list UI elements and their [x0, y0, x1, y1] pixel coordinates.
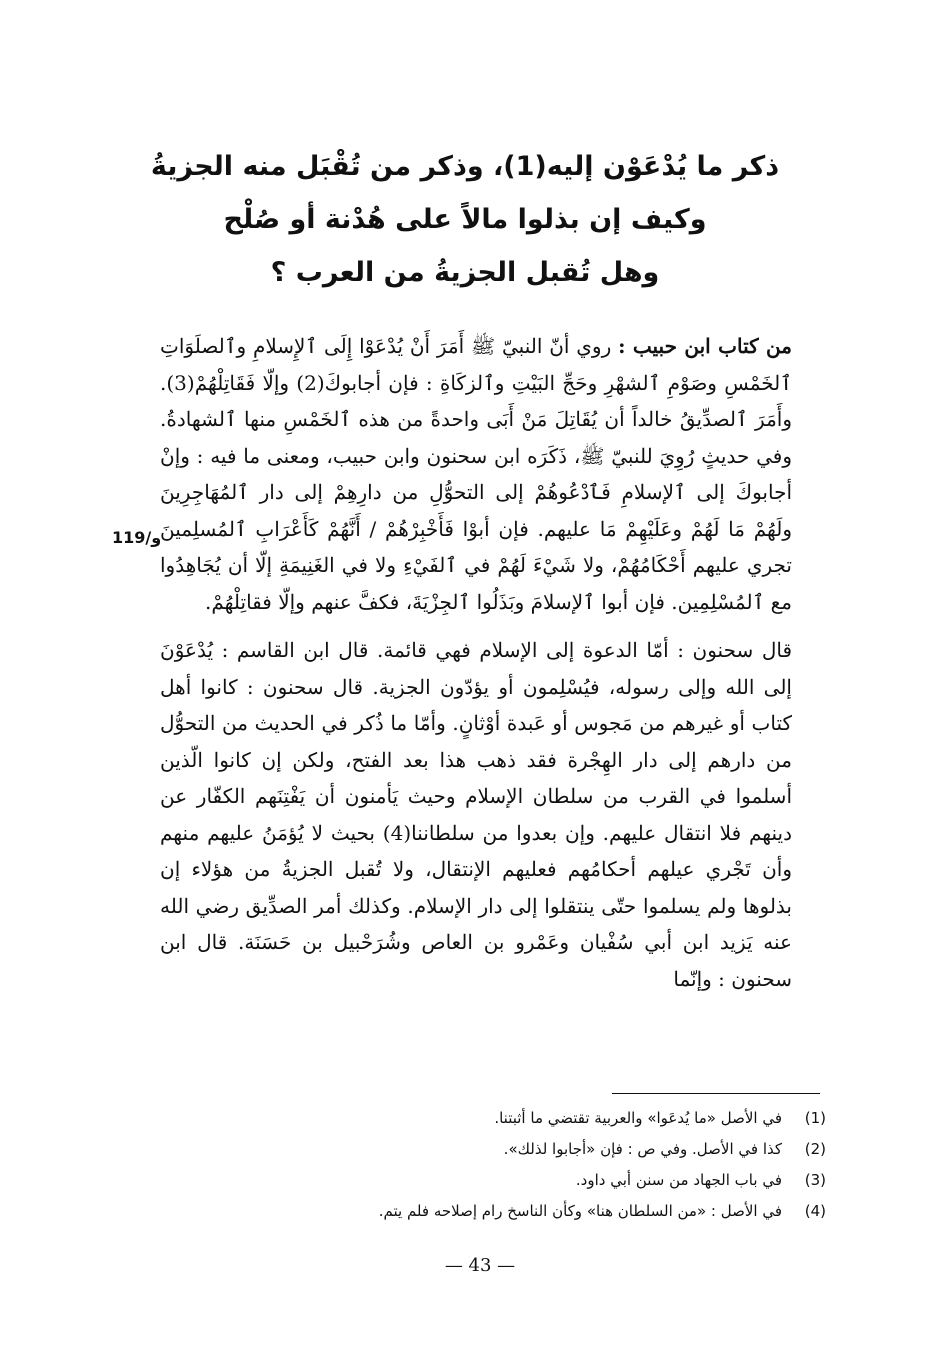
- page-number: — 43 —: [444, 1255, 516, 1276]
- paragraph-text: قال سحنون : أمّا الدعوة إلى الإسلام فهي قائمة. قال ابن القاسم : يُدْعَوْنَ إلى الله وإلى رسوله، فيُسْلِمون أو يؤدّون الجزية. قال سحنون : كانوا أهل كتاب أو غيرهم من مَجوس أو عَبدة أوْثانٍ. وأمّا ما ذُكر في الحديث من التحوُّل من دارهم إلى دار الهِجْرة فقد ذهب هذا بعد الفتح، ولكن إن كانوا الّذين أسلموا في القرب من سلطان الإسلام وحيث يَأمنون أن يَفْتِنَهم الكفّار عن دينهم فلا انتقال عليهم. وإن بعدوا من سلطاننا(4) بحيث لا يُؤمَنُ عليهم منهم وأن تَجْري عيلهم أحكامُهم فعليهم الإنتقال، ولا تُقبل الجزيةُ من هؤلاء إن بذلوها ولم يسلموا حتّى ينتقلوا إلى دار الإسلام. وكذلك أمر الصدِّيق رضي الله عنه يَزيد ابن أبي سُفْيان وعَمْرو بن العاص وشُرَحْبيل بن حَسَنَة. قال ابن سحنون : وإنّما: [160, 638, 792, 991]
- paragraph-1: [160, 328, 792, 620]
- heading-line-3: وهل تُقبل الجزيةُ من العرب ؟: [270, 257, 660, 288]
- footnote-text: في الأصل «ما يُدعَوا» والعربية تقتضي ما أثبتنا.: [494, 1109, 782, 1127]
- body-text: [160, 328, 792, 1009]
- footnote-3: [300, 1165, 826, 1196]
- footnote-4: [300, 1196, 826, 1227]
- footnote-number: (3): [804, 1171, 826, 1189]
- footnote-separator: [612, 1093, 820, 1094]
- footnote-text: في باب الجهاد من سنن أبي داود.: [575, 1171, 782, 1189]
- chapter-heading: [150, 140, 780, 299]
- footnotes: [300, 1103, 826, 1227]
- paragraph-2: [160, 632, 792, 997]
- heading-line-2: وكيف إن بذلوا مالاً على هُدْنة أو صُلْح: [223, 204, 707, 235]
- paragraph-lead: من كتاب ابن حبيب :: [618, 334, 792, 358]
- footnote-2: [300, 1134, 826, 1165]
- paragraph-text: روي أنّ النبيّ ﷺ أَمَرَ أَنْ يُدْعَوْا إِلَى ٱلإِسلامِ وٱلصلَوَاتِ ٱلخَمْسِ وصَوْمِ ٱلشهْرِ وحَجِّ البَيْتِ وٱلزكَاةِ : فإن أجابوكَ(2) وإلّا فَقَاتِلْهُمْ(3). وأَمَرَ ٱلصدِّيقُ خالداً أن يُقَاتِلَ مَنْ أَبَى واحدةً من هذه ٱلخَمْسِ منها ٱلشهادةُ. وفي حديثٍ رُوِيَ للنبيّ ﷺ، ذَكَرَه ابن سحنون وابن حبيب، ومعنى ما فيه : وإنْ أجابوكَ إلى ٱلإسلامِ فَٱدْعُوهُمْ إلى التحوُّلِ من دارِهِمْ إلى دار ٱلمُهَاجِرِينَ ولَهُمْ مَا لَهُمْ وعَلَيْهِمْ مَا عليهم. فإن أبوْا فَأَخْبِرْهُمْ / أَنَّهُمْ كَأَعْرَابِ ٱلمُسلِمينَ تجري عليهم أَحْكَامُهُمْ، ولا شَيْءَ لَهُمْ في ٱلفَيْءِ ولا في الغَنِيمَةِ إلّا أن يُجَاهِدُوا مع ٱلمُسْلِمِين. فإن أبوا ٱلإسلامَ وبَذَلُوا ٱلجِزْيَةَ، فكفَّ عنهم وإلّا فقاتِلْهُمْ.: [160, 334, 793, 614]
- footnote-text: في الأصل : «من السلطان هنا» وكأن الناسخ رام إصلاحه فلم يتم.: [378, 1202, 782, 1220]
- footnote-text: كذا في الأصل. وفي ص : فإن «أجابوا لذلك».: [503, 1140, 782, 1158]
- footnote-number: (2): [804, 1140, 826, 1158]
- footnote-number: (4): [804, 1202, 826, 1220]
- footnote-1: [300, 1103, 826, 1134]
- folio-margin-note: 119/و: [112, 528, 162, 547]
- footnote-number: (1): [804, 1109, 826, 1127]
- heading-line-1: ذكر ما يُدْعَوْن إليه(1)، وذكر من تُقْبَل منه الجزيةُ: [150, 151, 780, 182]
